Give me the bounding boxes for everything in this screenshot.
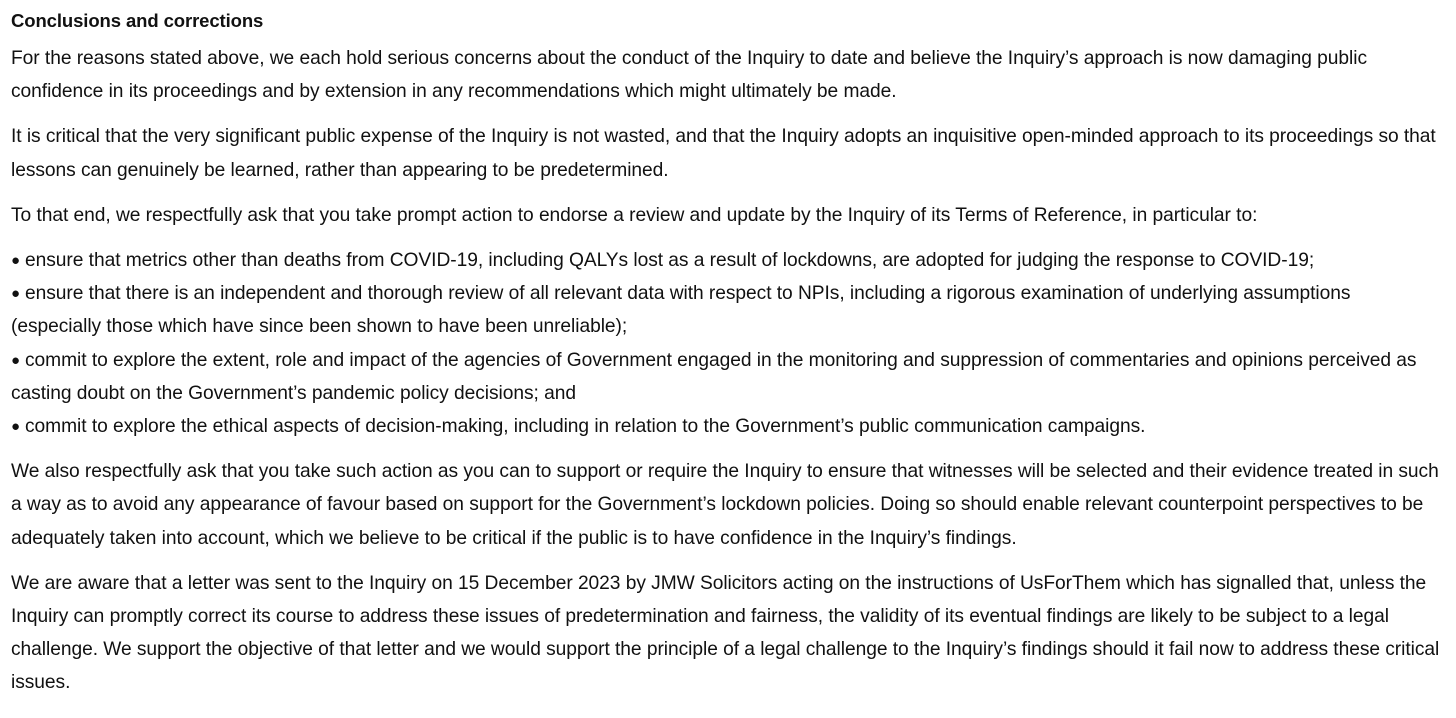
bullet-text: commit to explore the extent, role and impact of the agencies of Government engaged in the monitoring and suppression of commentaries and opinions perceived as casting doubt on the Government’s pandemic policy decisions; and <box>11 349 1417 404</box>
bullet-item-agencies <box>11 344 1442 410</box>
bullet-text: ensure that there is an independent and thorough review of all relevant data with respect to NPIs, including a rigorous examination of underlying assumptions (especially those which have since been shown to have been unreliable); <box>11 283 1351 338</box>
paragraph-legal-challenge: We are aware that a letter was sent to the Inquiry on 15 December 2023 by JMW Solicitors acting on the instructions of UsForThem which has signalled that, unless the Inquiry can promptly correct its course to address these issues of predetermination and fairness, the validity of its eventual findings are likely to be subject to a legal challenge. We support the objective of that letter and we would support the principle of a legal challenge to the Inquiry’s findings should it fail now to address these critical issues. <box>11 572 1440 694</box>
section-heading: Conclusions and corrections <box>11 10 264 31</box>
request-bullet-list <box>11 244 1442 443</box>
bullet-text: ensure that metrics other than deaths from COVID-19, including QALYs lost as a result of lockdowns, are adopted for judging the response to COVID-19; <box>25 250 1315 272</box>
document-body <box>11 6 1442 700</box>
bullet-icon: ● <box>11 351 21 369</box>
paragraph-concerns: For the reasons stated above, we each hold serious concerns about the conduct of the Inquiry to date and believe the Inquiry’s approach is now damaging public confidence in its proceedings and by extension in any recommendations which might ultimately be made. <box>11 48 1367 103</box>
bullet-icon: ● <box>11 252 21 270</box>
bullet-item-ethics <box>11 410 1442 443</box>
paragraph-public-expense: It is critical that the very significant public expense of the Inquiry is not wasted, and that the Inquiry adopts an inquisitive open-minded approach to its proceedings so that lessons can genuinely be learned, rather than appearing to be predetermined. <box>11 126 1436 181</box>
bullet-icon: ● <box>11 418 21 436</box>
paragraph-witnesses: We also respectfully ask that you take such action as you can to support or require the Inquiry to ensure that witnesses will be selected and their evidence treated in such a way as to avoid any appearance of favour based on support for the Government’s lockdown policies. Doing so should enable relevant counterpoint perspectives to be adequately taken into account, which we believe to be critical if the public is to have confidence in the Inquiry’s findings. <box>11 461 1439 549</box>
bullet-item-npi-review <box>11 277 1442 343</box>
bullet-icon: ● <box>11 285 21 303</box>
paragraph-request-intro: To that end, we respectfully ask that you take prompt action to endorse a review and update by the Inquiry of its Terms of Reference, in particular to: <box>11 204 1258 226</box>
bullet-text: commit to explore the ethical aspects of decision-making, including in relation to the Government’s public communication campaigns. <box>25 416 1146 438</box>
bullet-item-metrics <box>11 244 1442 277</box>
